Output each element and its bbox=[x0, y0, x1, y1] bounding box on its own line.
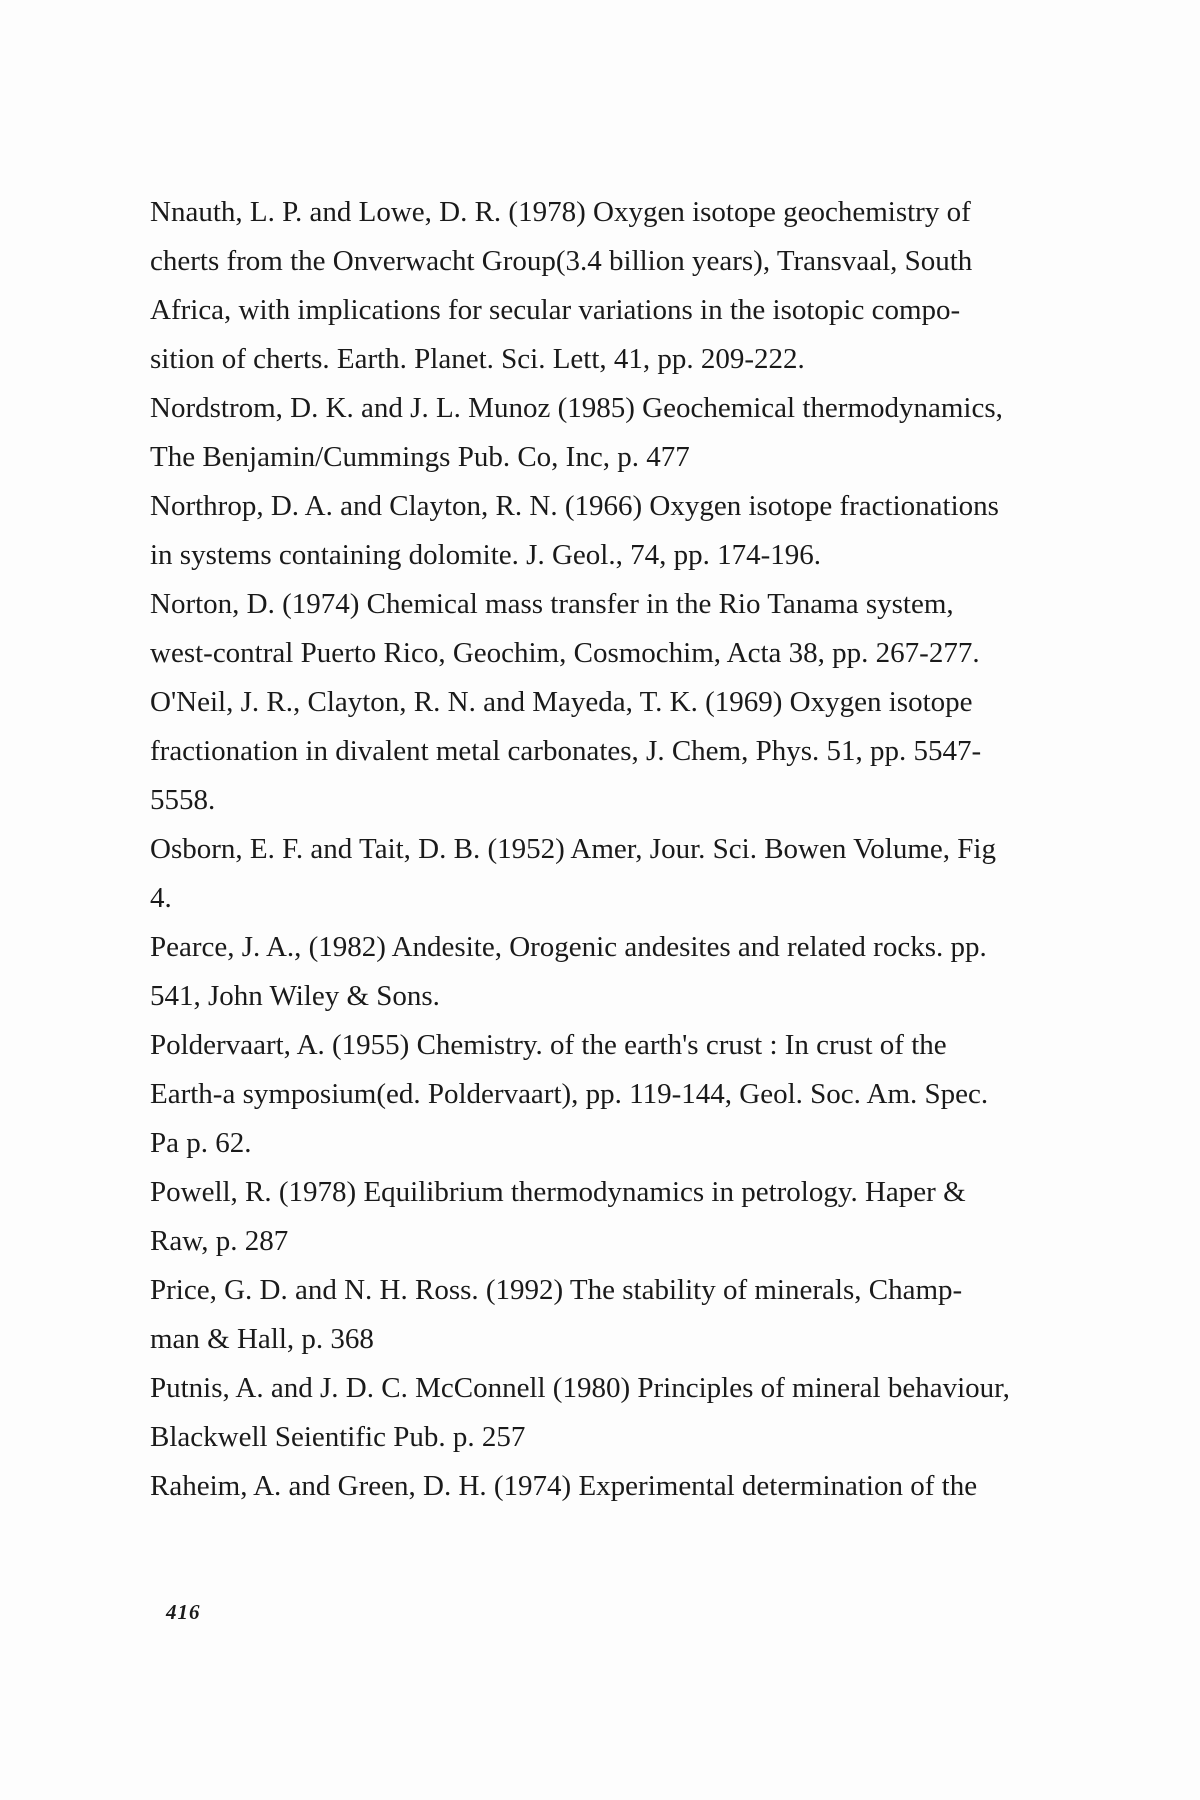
reference-entry bbox=[150, 1168, 1045, 1266]
reference-entry bbox=[150, 188, 1045, 384]
reference-line: The Benjamin/Cummings Pub. Co, Inc, p. 477 bbox=[150, 441, 690, 473]
reference-entry bbox=[150, 923, 1045, 1021]
reference-list bbox=[150, 188, 1045, 1511]
reference-line: fractionation in divalent metal carbonates, J. Chem, Phys. 51, pp. 5547- bbox=[150, 735, 982, 767]
reference-entry bbox=[150, 1266, 1045, 1364]
reference-line: 4. bbox=[150, 882, 172, 914]
reference-line: Norton, D. (1974) Chemical mass transfer in the Rio Tanama system, bbox=[150, 588, 954, 620]
reference-line: Nordstrom, D. K. and J. L. Munoz (1985) Geochemical thermodynamics, bbox=[150, 392, 1003, 424]
reference-line: 541, John Wiley & Sons. bbox=[150, 980, 440, 1012]
reference-entry bbox=[150, 1364, 1045, 1462]
reference-entry bbox=[150, 1021, 1045, 1168]
reference-line: 5558. bbox=[150, 784, 216, 816]
reference-line: in systems containing dolomite. J. Geol., 74, pp. 174-196. bbox=[150, 539, 821, 571]
reference-line: Pearce, J. A., (1982) Andesite, Orogenic andesites and related rocks. pp. bbox=[150, 931, 987, 963]
reference-line: sition of cherts. Earth. Planet. Sci. Lett, 41, pp. 209-222. bbox=[150, 343, 805, 375]
reference-line: O'Neil, J. R., Clayton, R. N. and Mayeda, T. K. (1969) Oxygen isotope bbox=[150, 686, 973, 718]
page-number: 416 bbox=[166, 1600, 201, 1624]
reference-line: Poldervaart, A. (1955) Chemistry. of the earth's crust : In crust of the bbox=[150, 1029, 947, 1061]
reference-line: Africa, with implications for secular variations in the isotopic compo- bbox=[150, 294, 961, 326]
reference-line: Raw, p. 287 bbox=[150, 1225, 289, 1257]
reference-line: cherts from the Onverwacht Group(3.4 billion years), Transvaal, South bbox=[150, 245, 973, 277]
reference-entry bbox=[150, 678, 1045, 825]
reference-line: Northrop, D. A. and Clayton, R. N. (1966) Oxygen isotope fractionations bbox=[150, 490, 999, 522]
reference-entry bbox=[150, 1462, 1045, 1511]
reference-entry bbox=[150, 384, 1045, 482]
reference-line: Price, G. D. and N. H. Ross. (1992) The stability of minerals, Champ- bbox=[150, 1274, 963, 1306]
reference-line: Blackwell Seientific Pub. p. 257 bbox=[150, 1421, 526, 1453]
reference-line: Putnis, A. and J. D. C. McConnell (1980) Principles of mineral behaviour, bbox=[150, 1372, 1010, 1404]
reference-line: Raheim, A. and Green, D. H. (1974) Experimental determination of the bbox=[150, 1470, 978, 1502]
reference-line: Osborn, E. F. and Tait, D. B. (1952) Amer, Jour. Sci. Bowen Volume, Fig bbox=[150, 833, 996, 865]
reference-entry bbox=[150, 825, 1045, 923]
reference-line: man & Hall, p. 368 bbox=[150, 1323, 374, 1355]
reference-line: Nnauth, L. P. and Lowe, D. R. (1978) Oxygen isotope geochemistry of bbox=[150, 196, 971, 228]
reference-line: Powell, R. (1978) Equilibrium thermodynamics in petrology. Haper & bbox=[150, 1176, 966, 1208]
reference-entry bbox=[150, 482, 1045, 580]
reference-line: Pa p. 62. bbox=[150, 1127, 252, 1159]
reference-entry bbox=[150, 580, 1045, 678]
reference-line: Earth-a symposium(ed. Poldervaart), pp. 119-144, Geol. Soc. Am. Spec. bbox=[150, 1078, 989, 1110]
reference-line: west-contral Puerto Rico, Geochim, Cosmochim, Acta 38, pp. 267-277. bbox=[150, 637, 980, 669]
